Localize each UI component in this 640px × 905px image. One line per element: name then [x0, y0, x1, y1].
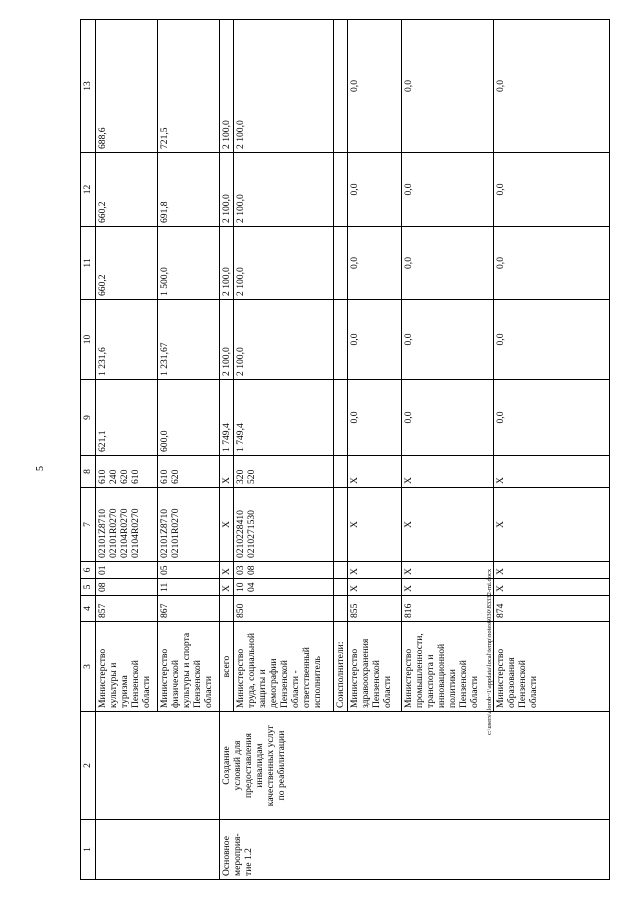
value-cell: 0,0	[402, 153, 494, 227]
empty-cell	[334, 20, 348, 153]
executor-cell: Министерство образования Пензенской области	[494, 622, 610, 712]
value-cell: 2 100,0	[220, 20, 234, 153]
target-article-cell	[234, 488, 334, 562]
value-cell: 0,0	[494, 380, 610, 456]
value-cell: 1 500,0	[158, 227, 220, 300]
value-cell: 0,0	[494, 153, 610, 227]
header-cell: 13	[81, 20, 96, 153]
target-article: 02101R0270	[170, 508, 181, 558]
value-cell: 1 231,6	[96, 300, 158, 380]
value-cell: 2 100,0	[234, 227, 334, 300]
code-cell: 867	[158, 596, 220, 622]
value-cell: 0,0	[348, 380, 402, 456]
measure-number-cell: Основное мероприя- тие 1.2	[220, 820, 610, 880]
table-row	[220, 20, 234, 880]
target-article: 0210271530	[246, 510, 258, 558]
expense-type: 240	[108, 469, 119, 484]
value-cell: 0,0	[402, 227, 494, 300]
target-article: 02101Z8710	[97, 508, 108, 558]
value-cell: 1 749,4	[234, 380, 334, 456]
header-cell: 8	[81, 456, 96, 488]
empty-cell	[334, 562, 348, 579]
empty-cell	[334, 596, 348, 622]
header-cell: 3	[81, 622, 96, 712]
expense-type-cell: Х	[220, 456, 234, 488]
target-article-cell	[96, 488, 158, 562]
header-cell: 6	[81, 562, 96, 579]
target-article-cell	[158, 488, 220, 562]
value-cell: 2 100,0	[220, 300, 234, 380]
value-cell: 1 231,67	[158, 300, 220, 380]
value-cell: 0,0	[494, 300, 610, 380]
header-cell: 12	[81, 153, 96, 227]
value-cell: 2 100,0	[234, 153, 334, 227]
page-number: 5	[35, 466, 46, 471]
expense-type: 610	[159, 469, 170, 484]
target-article-cell: Х	[402, 488, 494, 562]
executor-cell: Министерство промышленности, транспорта и инновационной политики Пензенской области	[402, 622, 494, 712]
measure-name-cell: Создание условий для предоставления инвалидам качественных услуг по реабилитации	[220, 712, 610, 820]
code-cell: 857	[96, 596, 158, 622]
subsection-cell: Х	[402, 562, 494, 579]
rotated-table-container	[80, 20, 610, 880]
expense-type-cell: Х	[348, 456, 402, 488]
header-cell: 5	[81, 579, 96, 596]
value-cell: 600,0	[158, 380, 220, 456]
header-cell: 10	[81, 300, 96, 380]
value-cell: 691,8	[158, 153, 220, 227]
empty-cell	[334, 456, 348, 488]
value-cell: 0,0	[348, 20, 402, 153]
subsection-cell: 03 08	[234, 562, 334, 579]
expense-type-cell	[158, 456, 220, 488]
col2-cell	[96, 712, 220, 820]
header-cell: 4	[81, 596, 96, 622]
coexecutors-label: Соисполнители:	[334, 622, 348, 712]
value-cell: 2 100,0	[220, 227, 234, 300]
target-article: 02104R0270	[119, 508, 130, 558]
executor-cell: всего	[220, 622, 234, 712]
header-cell: 2	[81, 712, 96, 820]
section-cell: Х	[494, 579, 610, 596]
subsection-cell: Х	[348, 562, 402, 579]
expense-type-cell: Х	[402, 456, 494, 488]
executor-cell: Министерство труда, социальной защиты и демографии Пензенской области - ответственный исполнитель	[234, 622, 334, 712]
empty-cell	[334, 488, 348, 562]
target-article-cell: Х	[348, 488, 402, 562]
value-cell: 721,5	[158, 20, 220, 153]
empty-cell	[334, 380, 348, 456]
target-article: 0210228410	[235, 510, 247, 558]
value-cell: 2 100,0	[220, 153, 234, 227]
target-article-cell: Х	[494, 488, 610, 562]
section-cell: 08	[96, 579, 158, 596]
section-cell: 10 04	[234, 579, 334, 596]
empty-cell	[334, 579, 348, 596]
section-cell: Х	[402, 579, 494, 596]
subsection-cell: Х	[220, 562, 234, 579]
value-cell: 0,0	[494, 20, 610, 153]
subsection-cell: Х	[494, 562, 610, 579]
code-cell: 816	[402, 596, 494, 622]
header-cell: 1	[81, 820, 96, 880]
expense-type-cell	[96, 456, 158, 488]
budget-table	[80, 19, 610, 880]
footer-file-path: c:\users\alorob~1\appdata\local\temp\notes6030\83332-mi.docx	[486, 568, 493, 735]
subsection-cell: 05	[158, 562, 220, 579]
value-cell: 2 100,0	[234, 300, 334, 380]
section-cell: Х	[220, 579, 234, 596]
expense-type: 610	[97, 469, 108, 484]
value-cell: 1 749,4	[220, 380, 234, 456]
header-row	[81, 20, 96, 880]
expense-type: 620	[119, 469, 130, 484]
header-cell: 9	[81, 380, 96, 456]
value-cell: 660,2	[96, 227, 158, 300]
code-cell	[220, 596, 234, 622]
value-cell: 0,0	[348, 227, 402, 300]
value-cell: 0,0	[402, 300, 494, 380]
value-cell: 621,1	[96, 380, 158, 456]
value-cell: 0,0	[494, 227, 610, 300]
expense-type-cell	[234, 456, 334, 488]
code-cell: 855	[348, 596, 402, 622]
code-cell: 874	[494, 596, 610, 622]
header-cell: 11	[81, 227, 96, 300]
value-cell: 0,0	[348, 300, 402, 380]
section-cell: 11	[158, 579, 220, 596]
target-article: 02101R0270	[108, 508, 119, 558]
empty-cell	[334, 153, 348, 227]
value-cell: 0,0	[402, 20, 494, 153]
section-cell: Х	[348, 579, 402, 596]
target-article-cell: Х	[220, 488, 234, 562]
executor-cell: Министерство здравоохранения Пензенской области	[348, 622, 402, 712]
col1-cell	[96, 820, 220, 880]
executor-cell: Министерство культуры и туризма Пензенской области	[96, 622, 158, 712]
expense-type: 610	[130, 469, 141, 484]
value-cell: 2 100,0	[234, 20, 334, 153]
code-cell: 850	[234, 596, 334, 622]
header-cell: 7	[81, 488, 96, 562]
expense-type: 320	[235, 469, 247, 484]
table-row	[96, 20, 158, 880]
empty-cell	[334, 227, 348, 300]
value-cell: 660,2	[96, 153, 158, 227]
value-cell: 0,0	[402, 380, 494, 456]
expense-type: 620	[170, 469, 181, 484]
expense-type-cell: Х	[494, 456, 610, 488]
value-cell: 688,6	[96, 20, 158, 153]
value-cell: 0,0	[348, 153, 402, 227]
target-article: 02101Z8710	[159, 508, 170, 558]
subsection-cell: 01	[96, 562, 158, 579]
target-article: 02104R0270	[130, 508, 141, 558]
expense-type: 520	[246, 469, 258, 484]
executor-cell: Министерство физической культуры и спорта Пензенской области	[158, 622, 220, 712]
empty-cell	[334, 300, 348, 380]
